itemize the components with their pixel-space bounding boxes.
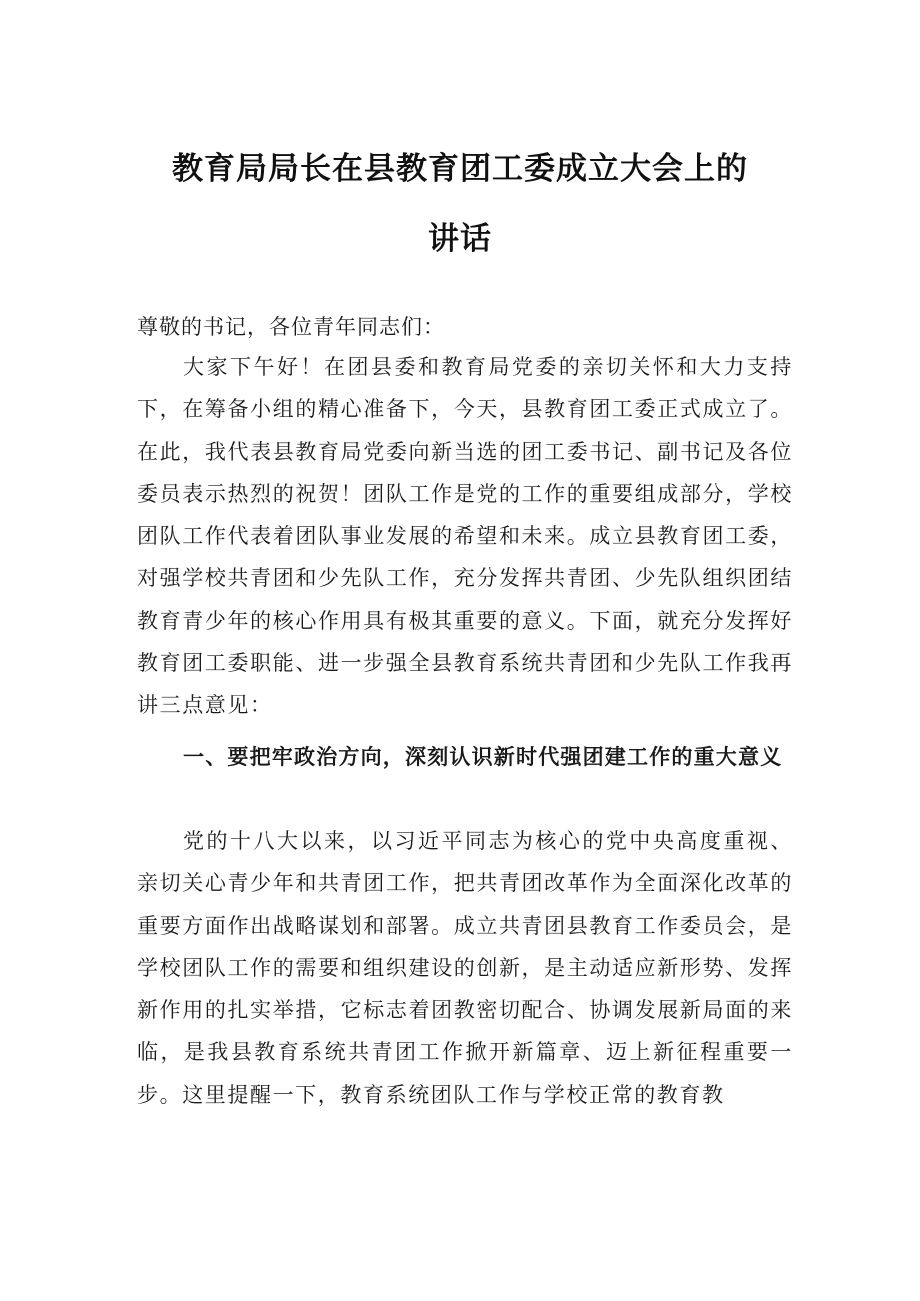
paragraph-section-1: 党的十八大以来，以习近平同志为核心的党中央高度重视、亲切关心青少年和共青团工作，把共青团改革作为全面深化改革的重要方面作出战略谋划和部署。成立共青团县教育工作委员会，是学校团队工作的需要和组织建设的创新，是主动适应新形势、发挥新作用的扎实举措，它标志着团教密切配合、协调发展新局面的来临，是我县教育系统共青团工作掀开新篇章、迈上新征程重要一步。这里提醒一下，教育系统团队工作与学校正常的教育教 (137, 829, 793, 1107)
section-heading-1: 一、要把牢政治方向，深刻认识新时代强团建工作的重大意义 (183, 745, 783, 769)
document-title-line-2: 讲话 (428, 221, 492, 257)
salutation: 尊敬的书记，各位青年同志们： (137, 315, 445, 339)
document-title-line-1: 教育局局长在县教育团工委成立大会上的 (172, 151, 748, 187)
paragraph-opening: 大家下午好！在团县委和教育局党委的亲切关怀和大力支持下，在筹备小组的精心准备下，今天，县教育团工委正式成立了。在此，我代表县教育局党委向新当选的团工委书记、副书记及各位委员表示热烈的祝贺！团队工作是党的工作的重要组成部分，学校团队工作代表着团队事业发展的希望和未来。成立县教育团工委，对强学校共青团和少先队工作，充分发挥共青团、少先队组织团结教育青少年的核心作用具有极其重要的意义。下面，就充分发挥好教育团工委职能、进一步强全县教育系统共青团和少先队工作我再讲三点意见： (137, 355, 793, 718)
